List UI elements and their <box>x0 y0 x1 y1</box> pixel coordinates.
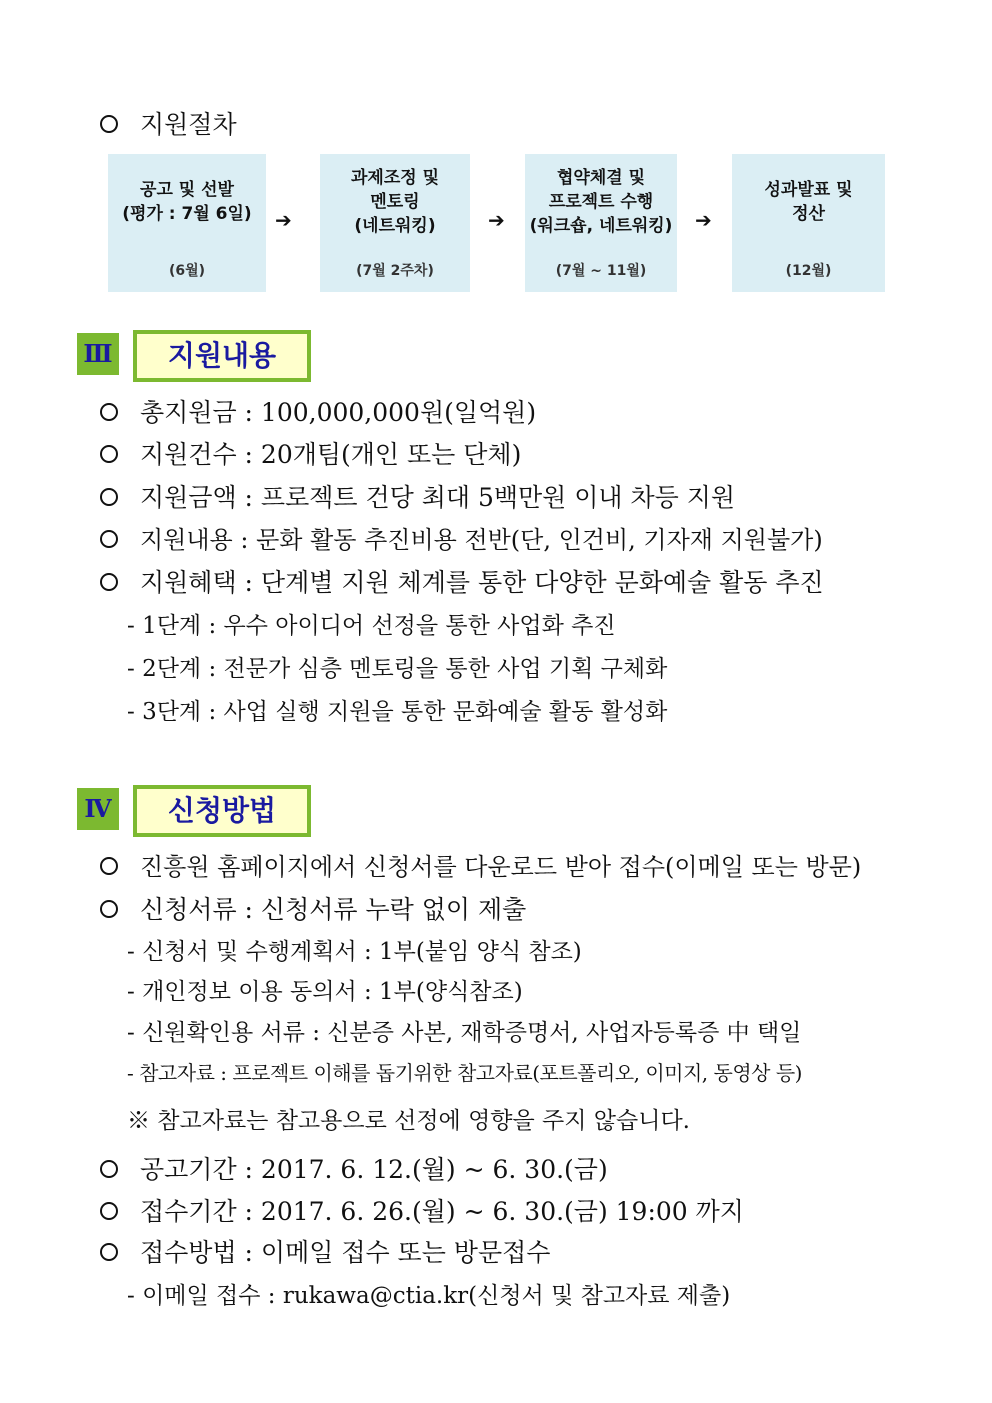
sub-item: - 1단계 : 우수 아이디어 선정을 통한 사업화 추진 <box>127 613 616 639</box>
step-title: 과제조정 및 멘토링 (네트워킹) <box>350 168 440 236</box>
procedure-step-1 <box>108 154 266 292</box>
step-title: 성과발표 및 정산 <box>764 180 853 224</box>
procedure-heading: 지원절차 <box>100 105 237 141</box>
bullet-circle-icon <box>100 1202 118 1220</box>
bullet-circle-icon <box>100 115 118 133</box>
list-item: 공고기간 : 2017. 6. 12.(월) ~ 6. 30.(금) <box>100 1150 608 1186</box>
list-item: 지원건수 : 20개팀(개인 또는 단체) <box>100 435 521 471</box>
step-title: 협약체결 및 프로젝트 수행 (워크숍, 네트워킹) <box>529 168 673 236</box>
section-title: 지원내용 <box>133 330 311 382</box>
step-period: (12월) <box>785 263 832 279</box>
bullet-circle-icon <box>100 900 118 918</box>
sub-item: - 3단계 : 사업 실행 지원을 통한 문화예술 활동 활성화 <box>127 699 668 725</box>
sub-item: - 신청서 및 수행계획서 : 1부(붙임 양식 참조) <box>127 939 582 965</box>
step-period: (6월) <box>168 263 206 279</box>
sub-item: - 참고자료 : 프로젝트 이해를 돕기위한 참고자료(포트폴리오, 이미지, 동영상 등) <box>127 1061 802 1085</box>
list-item: 총지원금 : 100,000,000원(일억원) <box>100 393 536 429</box>
step-period: (7월 ~ 11월) <box>555 263 647 279</box>
sub-item: - 신원확인용 서류 : 신분증 사본, 재학증명서, 사업자등록증 中 택일 <box>127 1020 802 1046</box>
bullet-circle-icon <box>100 403 118 421</box>
arrow-right-icon: ➔ <box>488 208 505 232</box>
section-title: 신청방법 <box>133 785 311 837</box>
bullet-circle-icon <box>100 1243 118 1261</box>
sub-item: - 이메일 접수 : rukawa@ctia.kr(신청서 및 참고자료 제출) <box>127 1283 731 1309</box>
section-number: Ⅲ <box>77 333 119 375</box>
bullet-circle-icon <box>100 445 118 463</box>
section-number: Ⅳ <box>77 788 119 830</box>
procedure-step-4 <box>732 154 885 292</box>
procedure-step-2 <box>320 154 470 292</box>
list-item: 지원혜택 : 단계별 지원 체계를 통한 다양한 문화예술 활동 추진 <box>100 563 824 599</box>
bullet-circle-icon <box>100 857 118 875</box>
arrow-right-icon: ➔ <box>695 208 712 232</box>
sub-item: - 개인정보 이용 동의서 : 1부(양식참조) <box>127 979 523 1005</box>
list-item: 접수방법 : 이메일 접수 또는 방문접수 <box>100 1233 550 1269</box>
bullet-circle-icon <box>100 1160 118 1178</box>
list-item: 접수기간 : 2017. 6. 26.(월) ~ 6. 30.(금) 19:00 까지 <box>100 1192 744 1228</box>
step-title: 공고 및 선발 (평가 : 7월 6일) <box>122 180 252 224</box>
bullet-circle-icon <box>100 488 118 506</box>
bullet-circle-icon <box>100 530 118 548</box>
list-item: 진흥원 홈페이지에서 신청서를 다운로드 받아 접수(이메일 또는 방문) <box>100 847 861 882</box>
arrow-right-icon: ➔ <box>275 208 292 232</box>
procedure-step-3 <box>525 154 677 292</box>
sub-item: - 2단계 : 전문가 심층 멘토링을 통한 사업 기획 구체화 <box>127 656 668 682</box>
list-item: 신청서류 : 신청서류 누락 없이 제출 <box>100 890 526 926</box>
list-item: 지원내용 : 문화 활동 추진비용 전반(단, 인건비, 기자재 지원불가) <box>100 520 823 555</box>
step-period: (7월 2주차) <box>356 263 434 279</box>
list-item: 지원금액 : 프로젝트 건당 최대 5백만원 이내 차등 지원 <box>100 478 735 514</box>
note: ※ 참고자료는 참고용으로 선정에 영향을 주지 않습니다. <box>127 1108 690 1134</box>
bullet-circle-icon <box>100 573 118 591</box>
